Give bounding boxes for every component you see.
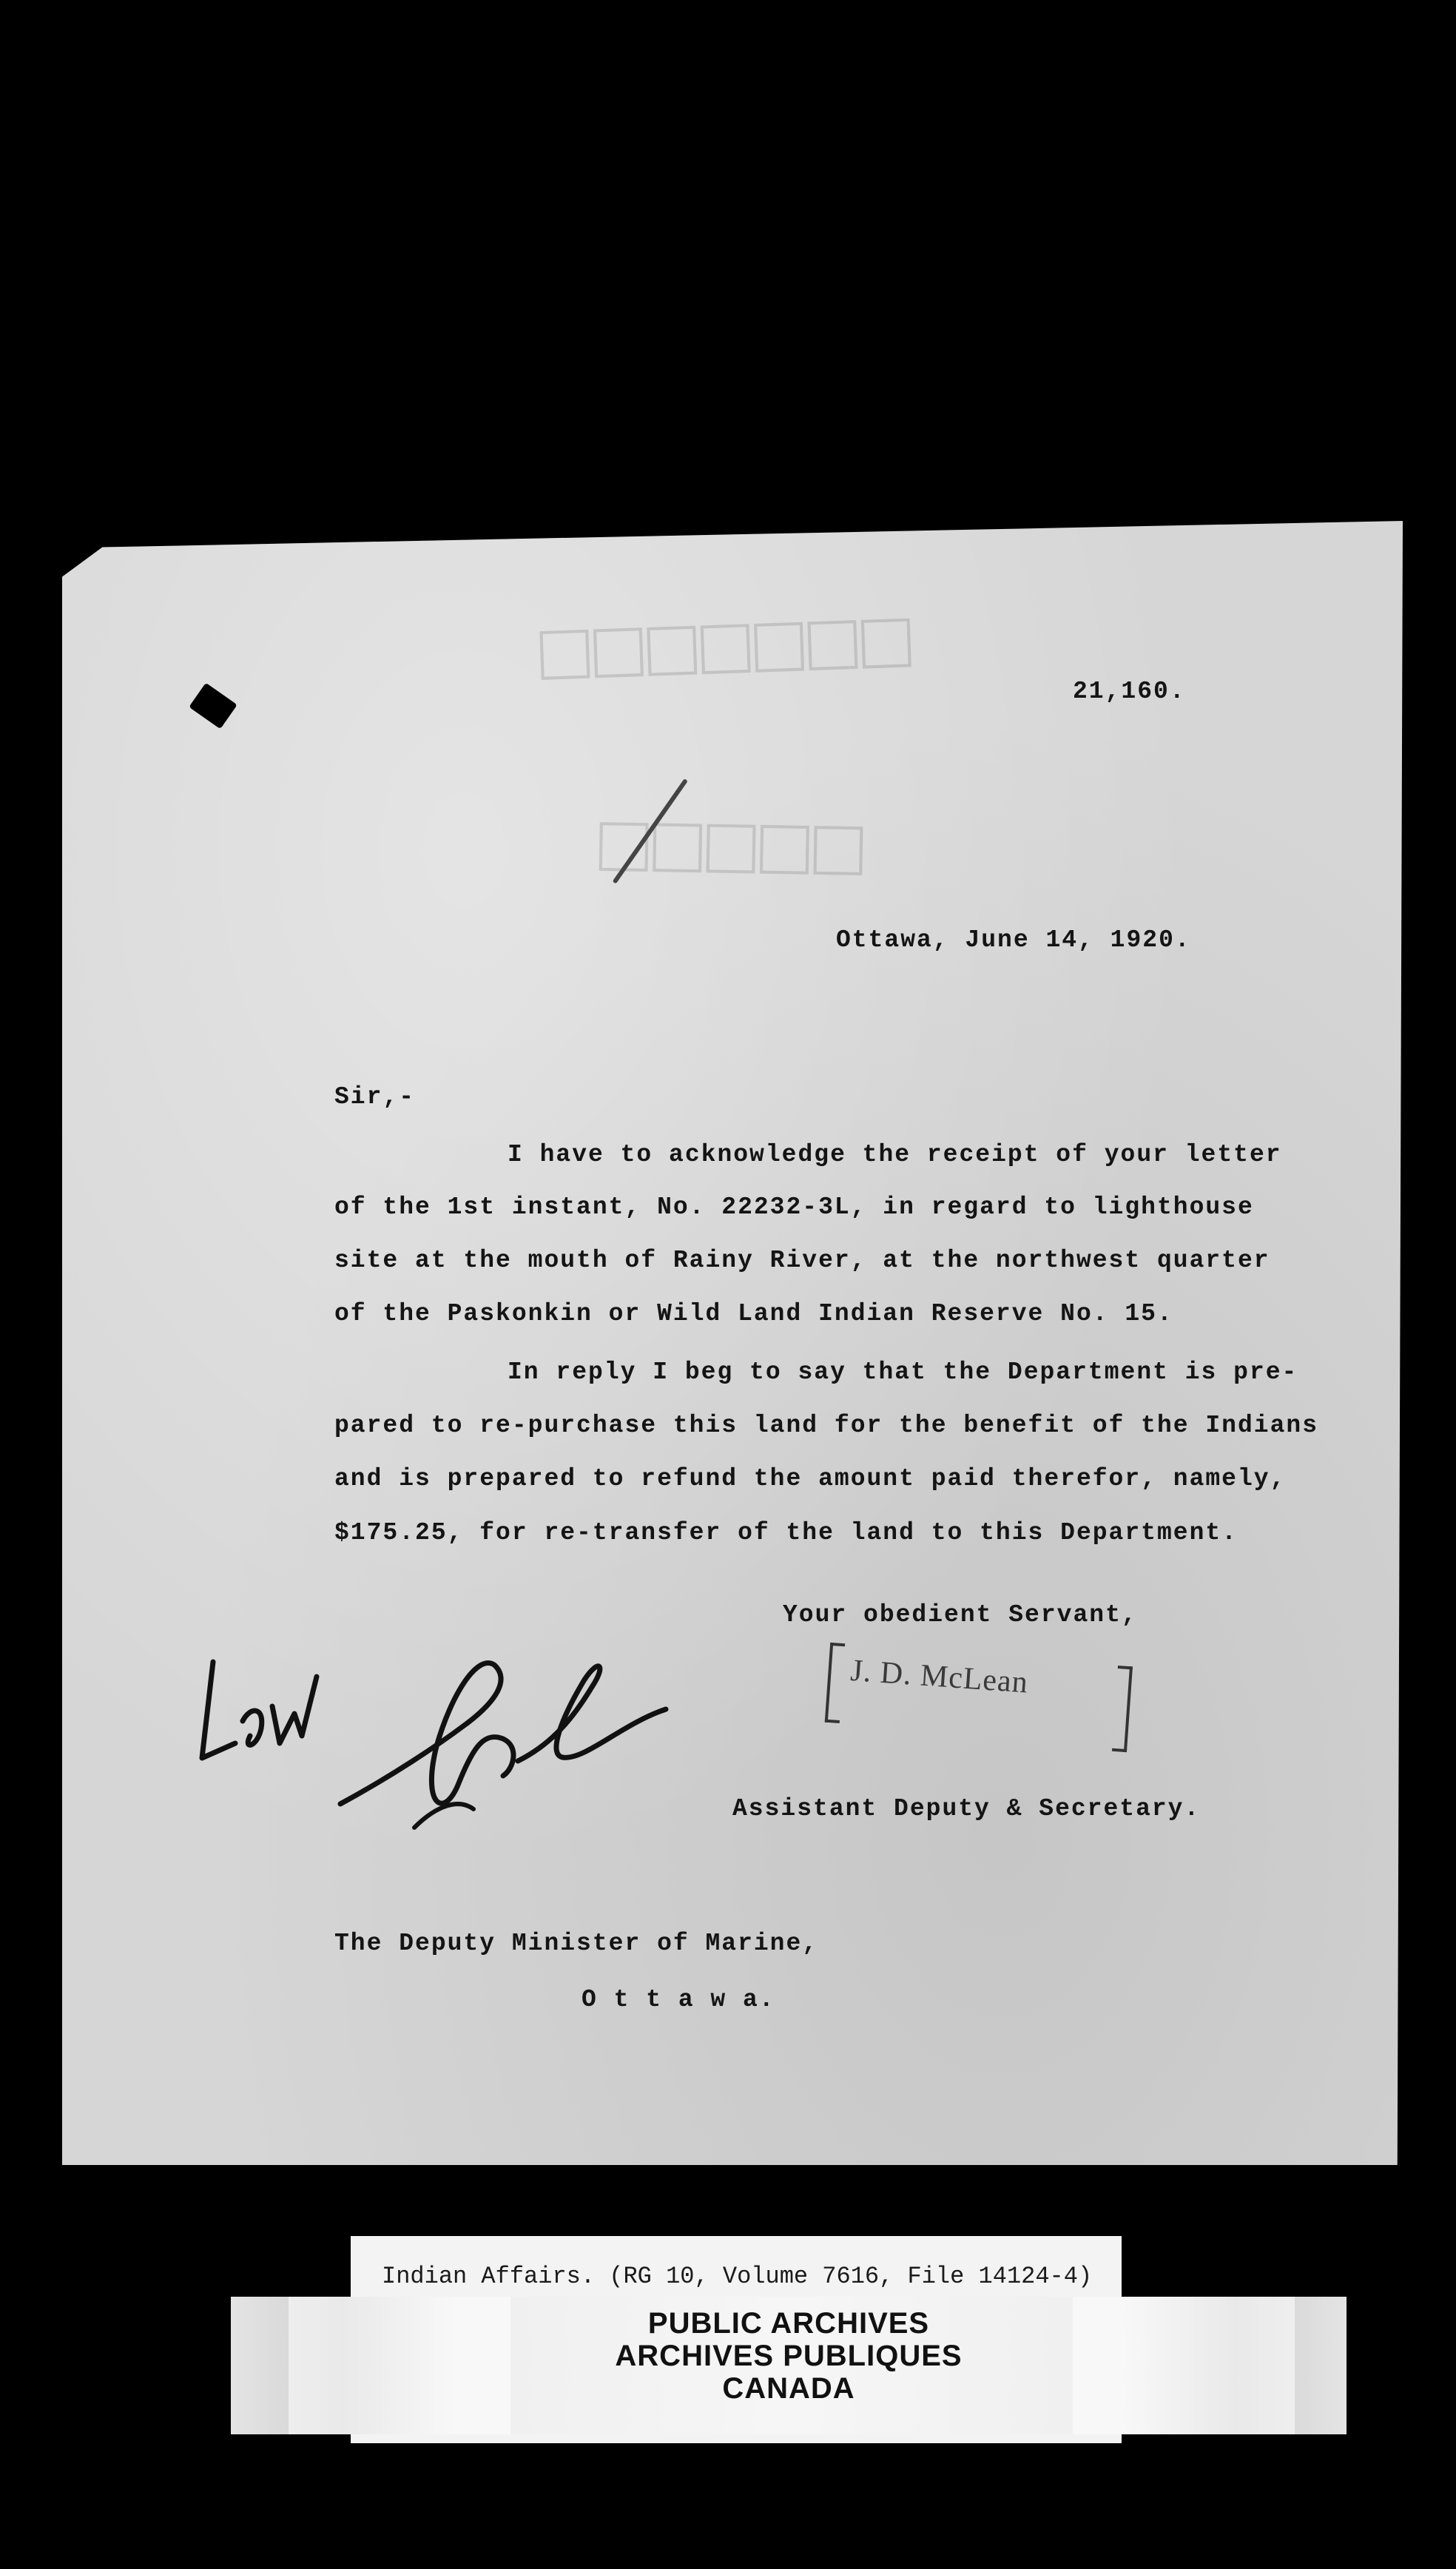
salutation: Sir,- <box>334 1083 416 1111</box>
handwritten-initials <box>191 1647 324 1780</box>
addressee-line-1: The Deputy Minister of Marine, <box>334 1930 819 1957</box>
body-line: site at the mouth of Rainy River, at the northwest quarter <box>334 1247 1270 1274</box>
archive-label-bottom <box>351 2434 1122 2443</box>
letter-sheet <box>62 521 1403 2165</box>
body-line: $175.25, for re-transfer of the land to this Department. <box>334 1519 1238 1546</box>
archive-reference: Indian Affairs. (RG 10, Volume 7616, File 14124-4) <box>382 2263 1093 2290</box>
file-number: 21,160. <box>1073 678 1186 705</box>
body-line: pared to re-purchase this land for the benefit of the Indians <box>334 1412 1318 1439</box>
handwritten-signature <box>326 1635 681 1857</box>
body-line: and is prepared to refund the amount paid therefor, namely, <box>334 1465 1287 1492</box>
archive-line-2: ARCHIVES PUBLIQUES <box>615 2340 963 2372</box>
name-stamp-text: J. D. McLean <box>849 1653 1030 1700</box>
body-line: In reply I beg to say that the Department is pre- <box>508 1358 1298 1386</box>
closing: Your obedient Servant, <box>783 1601 1138 1629</box>
faint-stamp-ghost: □□□□□ <box>598 798 869 894</box>
place-date: Ottawa, June 14, 1920. <box>836 926 1191 954</box>
signer-title: Assistant Deputy & Secretary. <box>732 1795 1201 1822</box>
archive-line-3: CANADA <box>722 2372 855 2405</box>
body-line: of the 1st instant, No. 22232-3L, in regard to lighthouse <box>334 1193 1254 1221</box>
archive-line-1: PUBLIC ARCHIVES <box>647 2307 930 2340</box>
faint-stamp-ghost: □□□□□□□ <box>539 594 917 698</box>
addressee-line-2: O t t a w a. <box>582 1986 775 2013</box>
body-line: of the Paskonkin or Wild Land Indian Reserve No. 15. <box>334 1300 1173 1327</box>
body-line: I have to acknowledge the receipt of your letter <box>508 1141 1282 1168</box>
